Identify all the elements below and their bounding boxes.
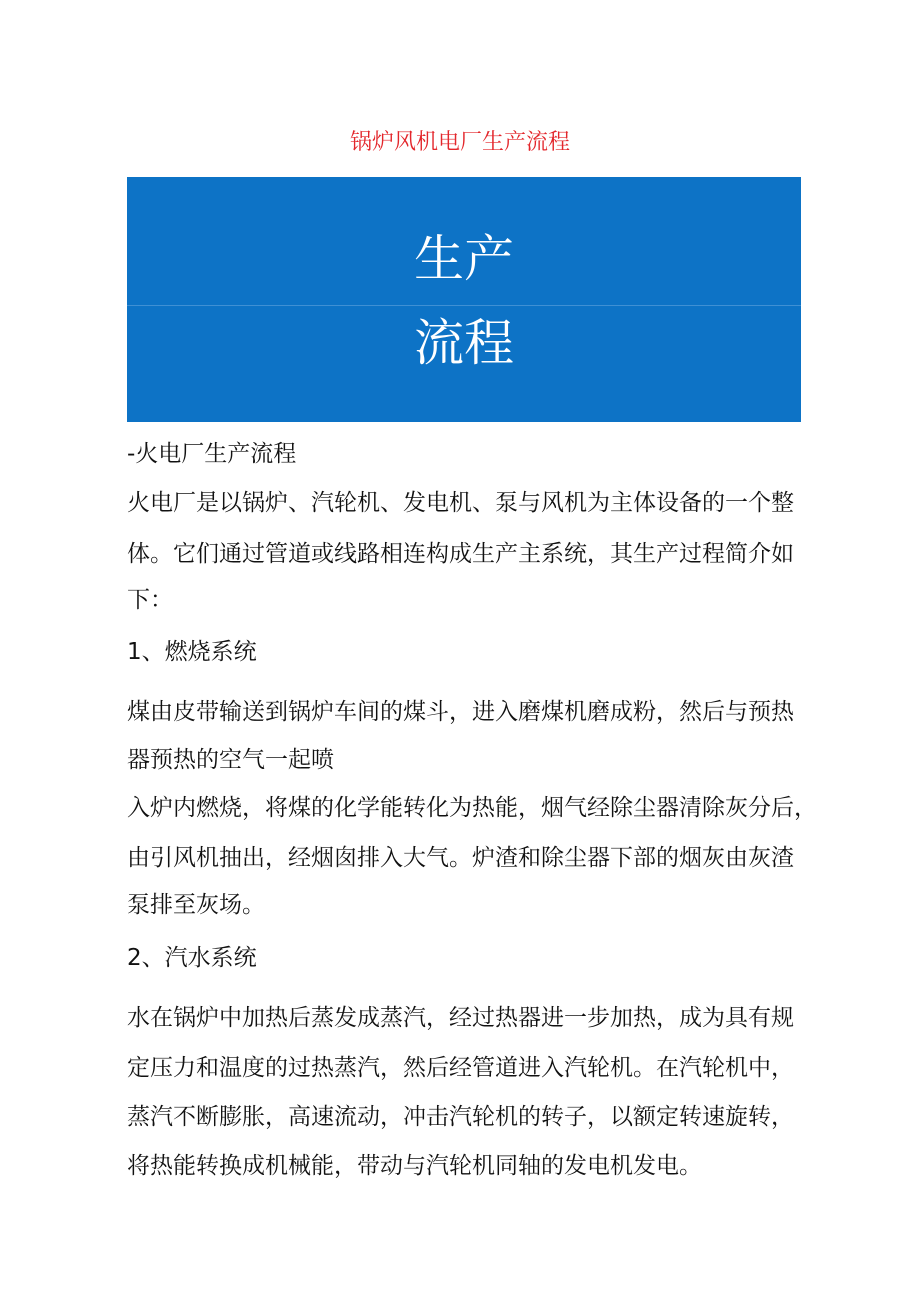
section-1-line-2: 器预热的空气一起喷 (127, 747, 334, 773)
document-title: 锅炉风机电厂生产流程 (349, 130, 570, 155)
section-2-line-2: 定压力和温度的过热蒸汽，然后经管道进入汽轮机。在汽轮机中， (127, 1055, 794, 1081)
section-1-line-5: 泵排至灰场。 (127, 892, 265, 918)
section-2-line-4: 将热能转换成机械能，带动与汽轮机同轴的发电机发电。 (127, 1153, 702, 1179)
banner-divider (127, 305, 801, 306)
banner-line-2: 流程 (414, 314, 514, 372)
section-1-heading: 1、燃烧系统 (127, 639, 257, 665)
section-1-line-3: 入炉内燃烧，将煤的化学能转化为热能，烟气经除尘器清除灰分后， (127, 795, 817, 821)
section-2-line-3: 蒸汽不断膨胀，高速流动，冲击汽轮机的转子，以额定转速旋转， (127, 1104, 794, 1130)
intro-line-3: 下： (127, 587, 173, 613)
section-1-line-1: 煤由皮带输送到锅炉车间的煤斗，进入磨煤机磨成粉，然后与预热 (127, 699, 794, 725)
title-banner (127, 177, 801, 422)
section-heading: -火电厂生产流程 (127, 441, 297, 467)
section-1-line-4: 由引风机抽出，经烟囱排入大气。炉渣和除尘器下部的烟灰由灰渣 (127, 845, 794, 871)
section-2-line-1: 水在锅炉中加热后蒸发成蒸汽，经过热器进一步加热，成为具有规 (127, 1005, 794, 1031)
section-2-heading: 2、汽水系统 (127, 945, 257, 971)
intro-line-1: 火电厂是以锅炉、汽轮机、发电机、泵与风机为主体设备的一个整 (127, 490, 794, 516)
intro-line-2: 体。它们通过管道或线路相连构成生产主系统，其生产过程简介如 (127, 541, 794, 567)
banner-line-1: 生产 (414, 230, 514, 288)
